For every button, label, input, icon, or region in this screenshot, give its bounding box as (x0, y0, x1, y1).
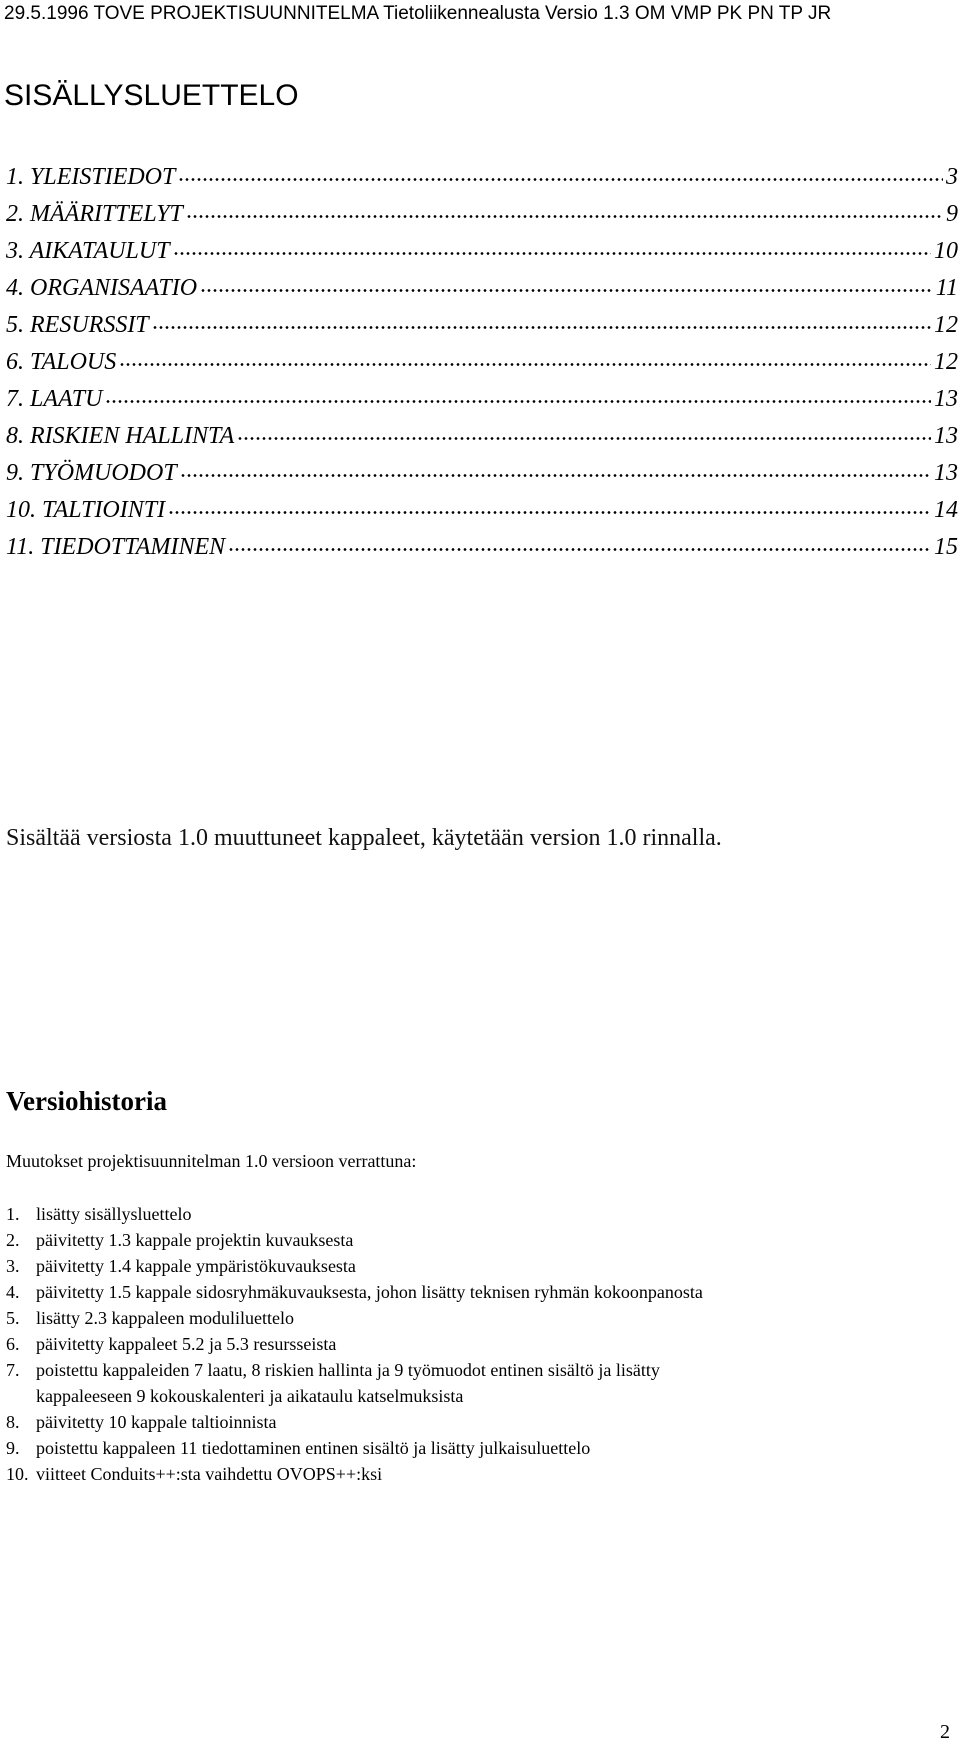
toc-entry[interactable] (6, 344, 958, 381)
toc-dot-leader (152, 326, 931, 329)
toc-entry-label: 10. TALTIOINTI (6, 497, 166, 523)
toc-dot-leader (119, 363, 931, 366)
toc-entry[interactable] (6, 233, 958, 270)
change-item-number: 1. (6, 1204, 20, 1224)
toc-dot-leader (168, 511, 931, 514)
toc-dot-leader (200, 289, 933, 292)
change-item-number: 9. (6, 1438, 20, 1458)
change-item-text (36, 1461, 936, 1487)
change-item-line: lisätty sisällysluettelo (36, 1204, 192, 1224)
toc-entry-page: 12 (934, 312, 958, 338)
change-item-line: päivitetty 1.5 kappale sidosryhmäkuvauksesta, johon lisätty teknisen ryhmän kokoonpanosta (36, 1282, 703, 1302)
change-item-line: päivitetty 1.3 kappale projektin kuvauksesta (36, 1230, 354, 1250)
change-item-line: poistettu kappaleen 11 tiedottaminen entinen sisältö ja lisätty julkaisuluettelo (36, 1438, 591, 1458)
toc-entry-label: 5. RESURSSIT (6, 312, 149, 338)
change-item-text (36, 1305, 936, 1331)
toc-entry-label: 8. RISKIEN HALLINTA (6, 423, 235, 449)
toc-entry-page: 3 (946, 164, 958, 190)
change-item-text (36, 1201, 936, 1227)
toc-entry-label: 4. ORGANISAATIO (6, 275, 198, 301)
change-item (6, 1201, 936, 1227)
change-item (6, 1357, 936, 1409)
change-item (6, 1253, 936, 1279)
version-history-title: Versiohistoria (6, 1086, 167, 1116)
change-item-line: kappaleeseen 9 kokouskalenteri ja aikataulu katselmuksista (36, 1386, 464, 1406)
change-item-text (36, 1253, 936, 1279)
change-item-text (36, 1331, 936, 1357)
toc-entry-label: 7. LAATU (6, 386, 103, 412)
toc-entry-label: 9. TYÖMUODOT (6, 460, 177, 486)
change-item-line: päivitetty 1.4 kappale ympäristökuvauksesta (36, 1256, 356, 1276)
toc-entry-page: 13 (934, 460, 958, 486)
change-list (6, 1201, 936, 1487)
toc-entry-label: 6. TALOUS (6, 349, 117, 375)
toc-entry-page: 12 (934, 349, 958, 375)
change-item-line: päivitetty kappaleet 5.2 ja 5.3 resursseista (36, 1334, 337, 1354)
change-item (6, 1409, 936, 1435)
toc-entry[interactable] (6, 307, 958, 344)
change-item (6, 1331, 936, 1357)
toc-dot-leader (228, 548, 931, 551)
change-item-text (36, 1357, 936, 1409)
change-item-line: lisätty 2.3 kappaleen moduliluettelo (36, 1308, 294, 1328)
change-item-number: 7. (6, 1360, 20, 1380)
change-item (6, 1279, 936, 1305)
change-item-line: viitteet Conduits++:sta vaihdettu OVOPS++:ksi (36, 1464, 383, 1484)
toc-entry[interactable] (6, 381, 958, 418)
change-item-number: 3. (6, 1256, 20, 1276)
toc-dot-leader (180, 474, 931, 477)
change-item (6, 1461, 936, 1487)
toc-dot-leader (173, 252, 931, 255)
toc-entry-page: 13 (934, 423, 958, 449)
toc-entry[interactable] (6, 159, 958, 196)
toc-entry[interactable] (6, 492, 958, 529)
change-item (6, 1305, 936, 1331)
change-item-number: 2. (6, 1230, 20, 1250)
change-item-number: 10. (6, 1464, 29, 1484)
toc-entry[interactable] (6, 418, 958, 455)
version-history-subtitle: Muutokset projektisuunnitelman 1.0 versioon verrattuna: (6, 1151, 417, 1171)
change-item-number: 5. (6, 1308, 20, 1328)
page-number: 2 (940, 1721, 950, 1743)
change-item-number: 8. (6, 1412, 20, 1432)
toc-entry-page: 11 (935, 275, 958, 301)
change-item-text (36, 1227, 936, 1253)
toc-entry[interactable] (6, 196, 958, 233)
toc-entry-page: 14 (934, 497, 958, 523)
toc-title: SISÄLLYSLUETTELO (4, 79, 299, 112)
toc-entry-page: 9 (946, 201, 958, 227)
change-item (6, 1435, 936, 1461)
toc-entry-label: 2. MÄÄRITTELYT (6, 201, 183, 227)
toc-dot-leader (105, 400, 931, 403)
change-item-line: poistettu kappaleiden 7 laatu, 8 riskien hallinta ja 9 työmuodot entinen sisältö ja lisätty (36, 1360, 660, 1380)
toc-entry-page: 13 (934, 386, 958, 412)
toc-dot-leader (237, 437, 931, 440)
change-item (6, 1227, 936, 1253)
change-item-text (36, 1409, 936, 1435)
toc-dot-leader (186, 215, 943, 218)
version-note: Sisältää versiosta 1.0 muuttuneet kappaleet, käytetään version 1.0 rinnalla. (6, 825, 722, 851)
change-item-text (36, 1279, 936, 1305)
toc-entry-page: 15 (934, 534, 958, 560)
toc-entry-page: 10 (934, 238, 958, 264)
document-header: 29.5.1996 TOVE PROJEKTISUUNNITELMA Tietoliikennealusta Versio 1.3 OM VMP PK PN TP JR (4, 3, 832, 24)
change-item-line: päivitetty 10 kappale taltioinnista (36, 1412, 277, 1432)
toc-entry-label: 11. TIEDOTTAMINEN (6, 534, 226, 560)
toc-entry-label: 1. YLEISTIEDOT (6, 164, 176, 190)
toc-entry[interactable] (6, 270, 958, 307)
change-item-text (36, 1435, 936, 1461)
change-item-number: 6. (6, 1334, 20, 1354)
toc-dot-leader (178, 178, 943, 181)
toc-entry-label: 3. AIKATAULUT (6, 238, 170, 264)
toc-entry[interactable] (6, 529, 958, 566)
table-of-contents (6, 159, 958, 566)
toc-entry[interactable] (6, 455, 958, 492)
change-item-number: 4. (6, 1282, 20, 1302)
